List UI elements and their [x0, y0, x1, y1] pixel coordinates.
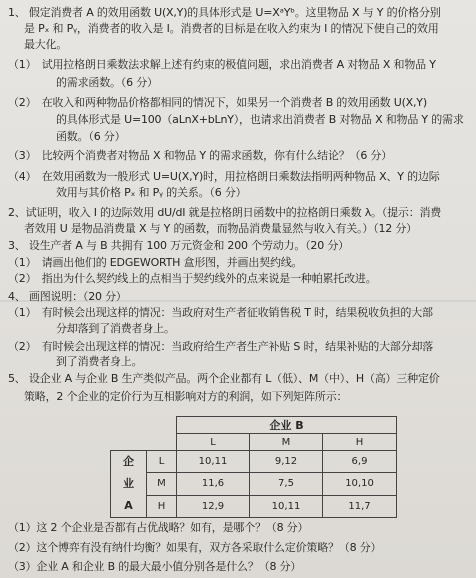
- q1-sub4-line-1: （4） 在效用函数为一般形式 U=U(X,Y)时，用拉格朗日乘数法指明两种物品 X、Y 的边际: [8, 170, 440, 183]
- q1-line-1: 1、 假定消费者 A 的效用函数 U(X,Y)的具体形式是 U=XᵃYᵇ。这里物品 X 与 Y 的价格分别: [8, 6, 441, 19]
- q2-line-1: 2、试证明，收入 I 的边际效用 dU/dI 就是拉格朗日函数中的拉格朗日乘数 λ。（提示：消费: [8, 206, 442, 219]
- q5-sub3: （3）企业 A 和企业 B 的最大最小值分别各是什么？（8 分）: [8, 560, 302, 573]
- a-strategy-h: H: [147, 495, 177, 517]
- q4-sub1-line-2: 分却落到了消费者身上。: [56, 322, 175, 335]
- q1-sub4-line-2: 效用与其价格 Pₓ 和 Pᵧ 的关系。（6 分）: [56, 186, 247, 199]
- payoff-h-m: 10,11: [250, 495, 323, 517]
- payoff-l-h: 6,9: [323, 451, 397, 473]
- firm-a-char-3: A: [124, 499, 133, 512]
- payoff-matrix: [110, 416, 397, 518]
- q1-sub2-line-1: （2） 在收入和两种物品价格都相同的情况下，如果另一个消费者 B 的效用函数 U(X,Y): [8, 96, 427, 109]
- payoff-m-h: 10,10: [323, 473, 397, 495]
- q5-line-2: 策略，2 个企业的定价行为互相影响对方的利润，如下列矩阵所示：: [24, 390, 348, 403]
- q4-line-1: 4、 画图说明：（20 分）: [8, 290, 127, 303]
- firm-a-header: [111, 451, 147, 518]
- q3-sub1: （1） 请画出他们的 EDGEWORTH 盒形图，并画出契约线。: [8, 256, 303, 269]
- q3-line-1: 3、 设生产者 A 与 B 共拥有 100 万元资金和 200 个劳动力。（20 分）: [8, 239, 349, 252]
- matrix-blank-2: [147, 434, 177, 451]
- q5-sub1: （1）这 2 个企业是否都有占优战略？如有，是哪个？（8 分）: [8, 521, 309, 534]
- q1-sub2-line-3: 函数。（6 分）: [56, 130, 126, 143]
- q4-sub2-line-1: （2） 有时候会出现这样的情况：当政府给生产者生产补贴 S 时，结果补贴的大部分却落: [8, 340, 434, 353]
- matrix-corner-2: [147, 417, 177, 434]
- q3-sub2: （2） 指出为什么契约线上的点相当于契约线外的点来说是一种帕累托改进。: [8, 272, 377, 285]
- b-strategy-m: M: [250, 434, 323, 451]
- q4-sub2-line-2: 到了消费者身上。: [56, 355, 143, 368]
- q1-sub1-line-2: 的需求函数。（6 分）: [56, 76, 158, 89]
- firm-a-char-2: 业: [123, 477, 134, 490]
- b-strategy-l: L: [177, 434, 250, 451]
- q1-line-2: 是 Pₓ 和 Pᵧ，消费者的收入是 I。消费者的目标是在收入约束为 I 的情况下使自己的效用: [24, 22, 439, 35]
- q5-sub2: （2）这个博弈有没有纳什均衡？如果有，双方各采取什么定价策略？（8 分）: [8, 541, 382, 554]
- payoff-m-m: 7,5: [250, 473, 323, 495]
- q2-line-2: 者效用 U 是物品消费量 X 与 Y 的函数，而物品消费量显然与收入有关。）（12 分）: [24, 222, 417, 235]
- matrix-corner: [111, 417, 147, 434]
- firm-a-char-1: 企: [123, 455, 134, 468]
- q5-line-1: 5、 设企业 A 与企业 B 生产类似产品。两个企业都有 L（低）、M（中）、H（高）三种定价: [8, 372, 440, 385]
- b-strategy-h: H: [323, 434, 397, 451]
- payoff-h-h: 11,7: [323, 495, 397, 517]
- q1-sub2-line-2: 的具体形式是 U=100（aLnX+bLnY），也请求出消费者 B 对物品 X 和物品 Y 的需求: [56, 113, 464, 126]
- firm-b-header: 企业 B: [177, 417, 397, 434]
- a-strategy-m: M: [147, 473, 177, 495]
- q1-sub3-line-1: （3） 比较两个消费者对物品 X 和物品 Y 的需求函数，你有什么结论？（6 分）: [8, 149, 393, 162]
- a-strategy-l: L: [147, 451, 177, 473]
- q4-sub1-line-1: （1） 有时候会出现这样的情况：当政府对生产者征收销售税 T 时，结果税收负担的大部: [8, 306, 433, 319]
- payoff-l-l: 10,11: [177, 451, 250, 473]
- matrix-blank: [111, 434, 147, 451]
- payoff-h-l: 12,9: [177, 495, 250, 517]
- payoff-m-l: 11,6: [177, 473, 250, 495]
- q1-line-3: 最大化。: [24, 38, 68, 51]
- q1-sub1-line-1: （1） 试用拉格朗日乘数法求解上述有约束的极值问题，求出消费者 A 对物品 X 和物品 Y: [8, 58, 436, 71]
- payoff-l-m: 9,12: [250, 451, 323, 473]
